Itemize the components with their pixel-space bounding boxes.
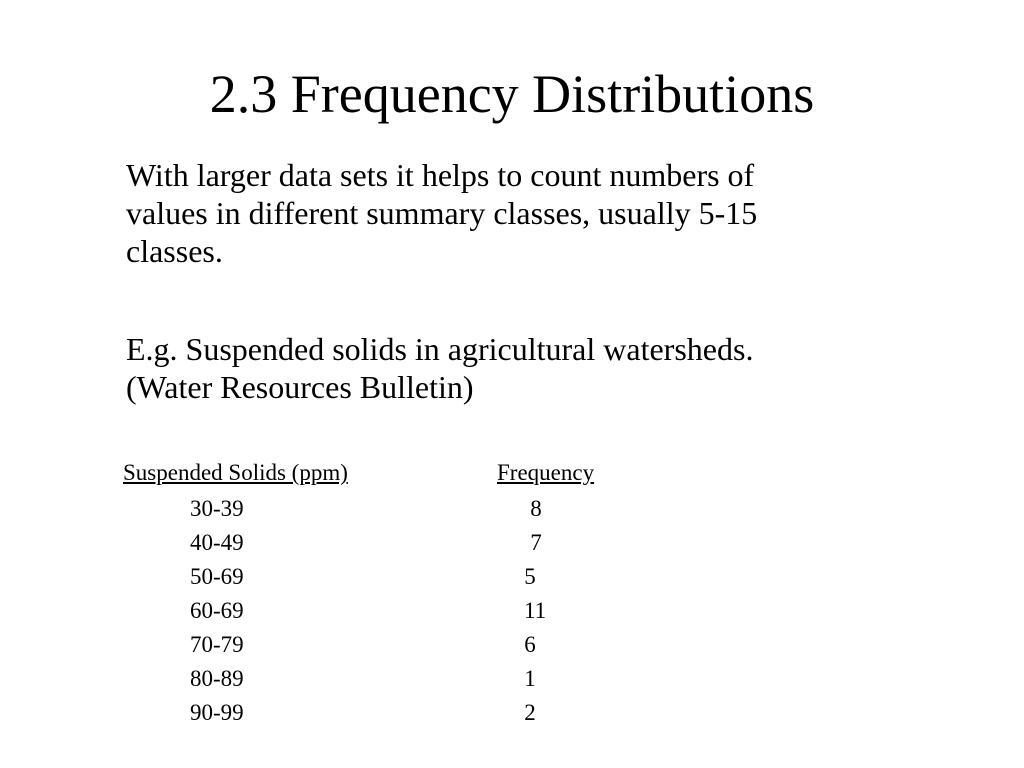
header-suspended-solids: Suspended Solids (ppm)	[123, 460, 348, 485]
table-row	[0, 628, 1024, 662]
intro-line-1: With larger data sets it helps to count numbers of	[126, 157, 755, 193]
class-cell: 30-39	[190, 496, 244, 521]
table-row	[0, 594, 1024, 628]
frequency-cell: 8	[530, 496, 542, 521]
frequency-table	[0, 492, 1024, 730]
slide-title: 2.3 Frequency Distributions	[209, 64, 815, 124]
frequency-cell: 2	[524, 700, 536, 725]
frequency-cell: 7	[530, 530, 542, 555]
example-line-1: E.g. Suspended solids in agricultural watersheds.	[126, 331, 754, 367]
table-row	[0, 560, 1024, 594]
frequency-cell: 1	[524, 666, 536, 691]
class-cell: 60-69	[190, 598, 244, 623]
header-frequency: Frequency	[497, 460, 595, 485]
intro-line-3: classes.	[126, 233, 223, 269]
class-cell: 70-79	[190, 632, 244, 657]
class-cell: 90-99	[190, 700, 244, 725]
frequency-cell: 5	[524, 564, 536, 589]
table-row	[0, 662, 1024, 696]
class-cell: 40-49	[190, 530, 244, 555]
table-row	[0, 492, 1024, 526]
table-row	[0, 526, 1024, 560]
example-paragraph	[126, 330, 926, 406]
intro-paragraph	[126, 156, 926, 270]
intro-line-2: values in different summary classes, usually 5-15	[126, 195, 758, 231]
table-row	[0, 696, 1024, 730]
frequency-cell: 11	[524, 598, 547, 623]
frequency-cell: 6	[524, 632, 536, 657]
class-cell: 50-69	[190, 564, 244, 589]
example-line-2: (Water Resources Bulletin)	[126, 369, 474, 405]
class-cell: 80-89	[190, 666, 244, 691]
